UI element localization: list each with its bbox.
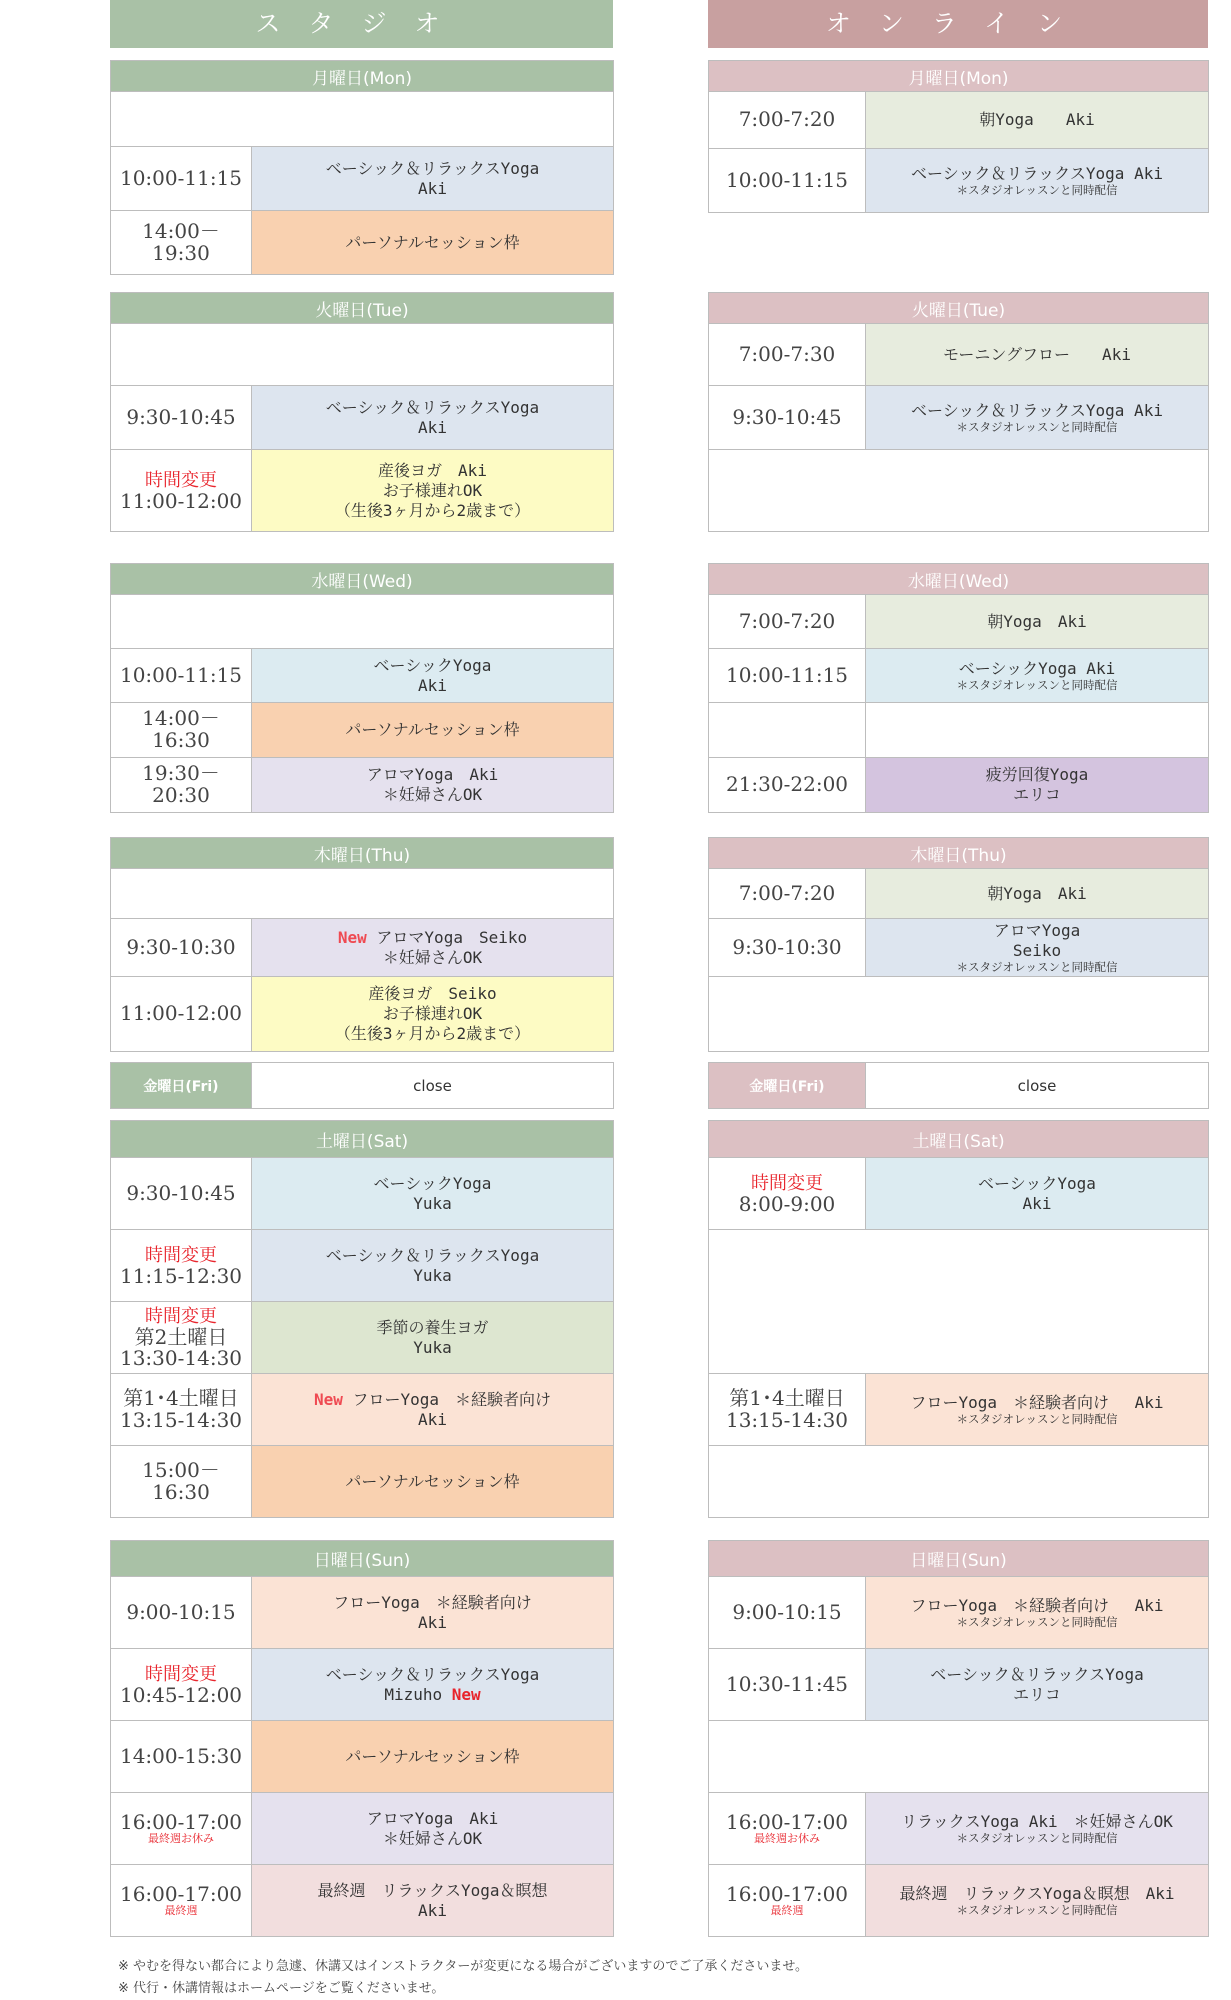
class-name: ベーシックYoga Aki — [958, 658, 1116, 678]
table-row — [709, 1374, 1209, 1446]
instructor: Aki — [418, 417, 447, 437]
time-cell: 9:30-10:30 — [111, 919, 252, 977]
studio-wed-table — [110, 563, 614, 813]
class-cell: モーニングフロー Aki — [866, 324, 1209, 386]
class-name: ベーシック＆リラックスYoga — [325, 158, 540, 178]
online-sat-table — [708, 1120, 1209, 1518]
studio-mon-table — [110, 60, 614, 275]
table-row — [709, 869, 1209, 919]
class-cell — [866, 1374, 1209, 1446]
time-cell: 9:00-10:15 — [111, 1577, 252, 1649]
closed-text: close — [252, 1063, 614, 1109]
studio-tue-table — [110, 292, 614, 532]
time-cell — [111, 1649, 252, 1721]
class-name: ベーシック＆リラックスYoga — [325, 397, 540, 417]
time-cell — [709, 1158, 866, 1230]
new-badge: New — [451, 1684, 481, 1704]
time-cell: 14:00－19:30 — [111, 211, 252, 275]
day-header: 火曜日(Tue) — [709, 293, 1209, 324]
class-cell — [252, 1865, 614, 1937]
studio-thu-table — [110, 837, 614, 1052]
time-cell: 10:00-11:15 — [709, 649, 866, 703]
class-cell — [252, 649, 614, 703]
table-row — [111, 1158, 614, 1230]
day-header: 水曜日(Wed) — [709, 564, 1209, 595]
time-text: 8:00-9:00 — [738, 1191, 836, 1216]
time-change-note: 時間変更 — [145, 1306, 217, 1328]
instructor: Yuka — [413, 1193, 452, 1213]
time-cell — [709, 1374, 866, 1446]
class-name: ベーシックYoga — [373, 655, 492, 675]
instructor: Mizuho — [384, 1684, 443, 1704]
table-row — [111, 1302, 614, 1374]
day-header: 日曜日(Sun) — [709, 1541, 1209, 1577]
class-name: ベーシックYoga — [373, 1173, 492, 1193]
class-cell — [252, 758, 614, 813]
table-row — [111, 1374, 614, 1446]
time-change-note: 時間変更 — [145, 469, 217, 491]
time-cell: 11:00-12:00 — [111, 977, 252, 1052]
class-cell — [866, 1577, 1209, 1649]
table-row — [111, 1793, 614, 1865]
time-cell — [111, 1793, 252, 1865]
time-cell: 7:00-7:20 — [709, 92, 866, 149]
table-row — [111, 1446, 614, 1518]
empty-row — [111, 595, 614, 649]
time-text: 13:15-14:30 — [725, 1407, 849, 1432]
simulcast-note: ＊スタジオレッスンと同時配信 — [956, 959, 1118, 974]
class-name: 季節の養生ヨガ — [376, 1317, 489, 1337]
day-header: 火曜日(Tue) — [111, 293, 614, 324]
time-sub: 第1･4土曜日 — [123, 1385, 239, 1410]
time-text: 13:30-14:30 — [119, 1346, 243, 1371]
day-header: 日曜日(Sun) — [111, 1541, 614, 1577]
day-header: 月曜日(Mon) — [709, 61, 1209, 92]
class-cell: 朝Yoga Aki — [866, 92, 1209, 149]
simulcast-note: ＊スタジオレッスンと同時配信 — [956, 182, 1118, 197]
footer-notes — [118, 1956, 808, 2000]
empty-row — [709, 450, 1209, 532]
time-text: 16:00-17:00 — [725, 1809, 849, 1834]
simulcast-note: ＊スタジオレッスンと同時配信 — [956, 1411, 1118, 1426]
class-name: ベーシックYoga — [978, 1173, 1096, 1193]
class-cell: 朝Yoga Aki — [866, 869, 1209, 919]
time-sub: 第1･4土曜日 — [729, 1385, 845, 1410]
time-cell: 15:00－16:30 — [111, 1446, 252, 1518]
simulcast-note: ＊スタジオレッスンと同時配信 — [956, 677, 1118, 692]
time-cell: 9:30-10:45 — [709, 386, 866, 450]
time-cell: 10:00-11:15 — [111, 649, 252, 703]
time-cell: 9:30-10:45 — [111, 386, 252, 450]
closed-text: close — [866, 1063, 1209, 1109]
day-header: 土曜日(Sat) — [709, 1121, 1209, 1158]
table-row — [709, 1793, 1209, 1865]
class-cell: パーソナルセッション枠 — [252, 703, 614, 758]
time-cell: 14:00-15:30 — [111, 1721, 252, 1793]
time-cell: 21:30-22:00 — [709, 758, 866, 813]
simulcast-note: ＊スタジオレッスンと同時配信 — [956, 1614, 1118, 1629]
time-sub: 第2土曜日 — [134, 1324, 228, 1349]
time-change-note: 時間変更 — [145, 1663, 217, 1685]
table-row — [111, 649, 614, 703]
time-cell: 10:30-11:45 — [709, 1649, 866, 1721]
online-mon-table — [708, 60, 1209, 213]
class-cell — [252, 1230, 614, 1302]
time-change-note: 時間変更 — [751, 1172, 823, 1194]
class-name: 最終週 リラックスYoga＆瞑想 Aki — [899, 1883, 1175, 1903]
instructor: Aki — [418, 675, 447, 695]
week-note: 最終週お休み — [754, 1832, 820, 1846]
class-note: ＊妊婦さんOK — [382, 947, 483, 967]
time-cell: 10:00-11:15 — [111, 147, 252, 211]
time-text: 16:00-17:00 — [119, 1809, 243, 1834]
table-row — [709, 1158, 1209, 1230]
class-name: アロマYoga Aki — [366, 765, 499, 784]
table-row — [111, 1865, 614, 1937]
class-cell: パーソナルセッション枠 — [252, 1721, 614, 1793]
instructor: Aki — [418, 1900, 447, 1920]
class-name: アロマYoga — [993, 920, 1081, 940]
instructor: Seiko — [1012, 940, 1062, 960]
note-line: ※ 代行・休講情報はホームページをご覧くださいませ。 — [118, 1981, 445, 1996]
time-cell: 7:00-7:20 — [709, 595, 866, 649]
class-cell — [252, 450, 614, 532]
online-tue-table — [708, 292, 1209, 532]
class-cell — [252, 1374, 614, 1446]
class-cell — [866, 1158, 1209, 1230]
class-name: 産後ヨガ Seiko — [368, 984, 497, 1003]
table-row — [709, 324, 1209, 386]
class-cell — [252, 386, 614, 450]
time-cell — [709, 703, 866, 758]
online-sun-table — [708, 1540, 1209, 1937]
time-cell — [709, 1865, 866, 1937]
class-cell — [252, 919, 614, 977]
table-row — [709, 1577, 1209, 1649]
time-cell — [111, 1374, 252, 1446]
empty-row — [111, 324, 614, 386]
online-wed-table — [708, 563, 1209, 813]
new-badge: New — [313, 1389, 343, 1409]
simulcast-note: ＊スタジオレッスンと同時配信 — [956, 1830, 1118, 1845]
time-cell: 9:30-10:45 — [111, 1158, 252, 1230]
empty-row — [709, 977, 1209, 1052]
table-row — [111, 450, 614, 532]
week-note: 最終週 — [770, 1904, 804, 1918]
class-name: アロマYoga Seiko — [376, 927, 528, 947]
class-cell — [866, 1649, 1209, 1721]
empty-row — [709, 1446, 1209, 1518]
time-text: 11:00-12:00 — [119, 488, 243, 513]
class-name: 疲労回復Yoga — [985, 765, 1089, 784]
table-row — [709, 758, 1209, 813]
class-cell — [866, 649, 1209, 703]
table-row — [111, 758, 614, 813]
empty-row — [709, 1721, 1209, 1793]
empty-row — [709, 1230, 1209, 1374]
simulcast-note: ＊スタジオレッスンと同時配信 — [956, 1902, 1118, 1917]
time-text: 10:45-12:00 — [119, 1682, 243, 1707]
table-row — [709, 649, 1209, 703]
instructor: Aki — [418, 1409, 447, 1429]
time-cell: 10:00-11:15 — [709, 149, 866, 213]
time-cell — [709, 1793, 866, 1865]
class-name: 最終週 リラックスYoga＆瞑想 — [317, 1880, 548, 1900]
class-cell: パーソナルセッション枠 — [252, 211, 614, 275]
class-name: ベーシック＆リラックスYoga Aki — [911, 163, 1163, 183]
class-note: （生後3ヶ月から2歳まで） — [334, 500, 531, 520]
day-header: 土曜日(Sat) — [111, 1121, 614, 1158]
class-cell — [252, 1793, 614, 1865]
studio-fri-table — [110, 1062, 614, 1109]
class-cell — [866, 758, 1209, 813]
class-name: 産後ヨガ Aki — [378, 460, 487, 480]
instructor: エリコ — [1013, 1684, 1061, 1704]
class-cell — [866, 1865, 1209, 1937]
class-cell — [252, 1577, 614, 1649]
time-cell: 9:00-10:15 — [709, 1577, 866, 1649]
time-text: 11:15-12:30 — [119, 1263, 243, 1288]
class-cell — [252, 977, 614, 1052]
day-header: 金曜日(Fri) — [111, 1063, 252, 1109]
class-name: アロマYoga Aki — [366, 1808, 499, 1828]
time-cell: 9:30-10:30 — [709, 919, 866, 977]
class-note: ＊妊婦さんOK — [382, 1828, 483, 1848]
table-row — [111, 1577, 614, 1649]
day-header: 月曜日(Mon) — [111, 61, 614, 92]
studio-sun-table — [110, 1540, 614, 1937]
online-thu-table — [708, 837, 1209, 1052]
class-name: ベーシック＆リラックスYoga — [930, 1664, 1144, 1684]
class-note: （生後3ヶ月から2歳まで） — [334, 1024, 531, 1043]
time-cell — [111, 1230, 252, 1302]
class-note: お子様連れOK — [382, 480, 483, 500]
day-header: 木曜日(Thu) — [111, 838, 614, 869]
table-row — [111, 919, 614, 977]
class-cell — [866, 386, 1209, 450]
time-text: 16:00-17:00 — [725, 1881, 849, 1906]
day-header: 水曜日(Wed) — [111, 564, 614, 595]
table-row — [111, 1230, 614, 1302]
table-row — [709, 92, 1209, 149]
time-cell — [111, 1865, 252, 1937]
time-change-note: 時間変更 — [145, 1244, 217, 1266]
table-row — [111, 211, 614, 275]
class-cell — [866, 149, 1209, 213]
class-name: ベーシック＆リラックスYoga Aki — [911, 400, 1163, 420]
class-cell — [252, 1158, 614, 1230]
table-row — [111, 977, 614, 1052]
table-row — [709, 386, 1209, 450]
class-name: ベーシック＆リラックスYoga — [325, 1664, 540, 1684]
table-row — [111, 1649, 614, 1721]
class-note: ＊妊婦さんOK — [382, 785, 483, 804]
empty-row — [111, 92, 614, 147]
class-name: フローYoga ＊経験者向け Aki — [910, 1595, 1164, 1615]
class-name: フローYoga ＊経験者向け — [352, 1389, 552, 1409]
week-note: 最終週お休み — [148, 1832, 214, 1846]
class-cell: パーソナルセッション枠 — [252, 1446, 614, 1518]
table-row — [111, 386, 614, 450]
table-row — [709, 595, 1209, 649]
empty-row — [111, 869, 614, 919]
studio-sat-table — [110, 1120, 614, 1518]
class-name: リラックスYoga Aki ＊妊婦さんOK — [901, 1811, 1173, 1831]
table-row — [111, 703, 614, 758]
time-text: 16:00-17:00 — [119, 1881, 243, 1906]
class-cell — [866, 703, 1209, 758]
time-cell: 7:00-7:20 — [709, 869, 866, 919]
instructor: Yuka — [413, 1337, 452, 1357]
table-row — [709, 1649, 1209, 1721]
class-name: フローYoga ＊経験者向け — [333, 1592, 532, 1612]
instructor: Aki — [418, 1612, 447, 1632]
class-name: ベーシック＆リラックスYoga — [325, 1245, 540, 1265]
class-cell — [252, 147, 614, 211]
time-cell: 19:30－20:30 — [111, 758, 252, 813]
time-cell: 14:00－16:30 — [111, 703, 252, 758]
simulcast-note: ＊スタジオレッスンと同時配信 — [956, 419, 1118, 434]
note-line: ※ やむを得ない都合により急遽、休講又はインストラクターが変更になる場合がございますのでご了承くださいませ。 — [118, 1959, 808, 1974]
week-note: 最終週 — [164, 1904, 198, 1918]
table-row — [709, 703, 1209, 758]
table-row — [709, 1865, 1209, 1937]
time-cell — [111, 450, 252, 532]
time-text: 13:15-14:30 — [119, 1407, 243, 1432]
table-row — [709, 919, 1209, 977]
instructor: Aki — [418, 178, 447, 198]
instructor: エリコ — [1013, 785, 1061, 804]
class-cell — [866, 1793, 1209, 1865]
class-cell: 朝Yoga Aki — [866, 595, 1209, 649]
studio-column-header: スタジオ — [110, 0, 613, 48]
table-row — [111, 1721, 614, 1793]
instructor: Yuka — [413, 1265, 452, 1285]
day-header: 木曜日(Thu) — [709, 838, 1209, 869]
online-fri-table — [708, 1062, 1209, 1109]
class-name: フローYoga ＊経験者向け Aki — [910, 1392, 1164, 1412]
table-row — [111, 147, 614, 211]
online-column-header: オンライン — [708, 0, 1208, 48]
table-row — [709, 149, 1209, 213]
class-cell — [252, 1649, 614, 1721]
time-cell: 7:00-7:30 — [709, 324, 866, 386]
day-header: 金曜日(Fri) — [709, 1063, 866, 1109]
class-note: お子様連れOK — [382, 1004, 483, 1023]
time-cell — [111, 1302, 252, 1374]
new-badge: New — [337, 927, 367, 947]
instructor: Aki — [1022, 1193, 1052, 1213]
class-cell — [866, 919, 1209, 977]
class-cell — [252, 1302, 614, 1374]
